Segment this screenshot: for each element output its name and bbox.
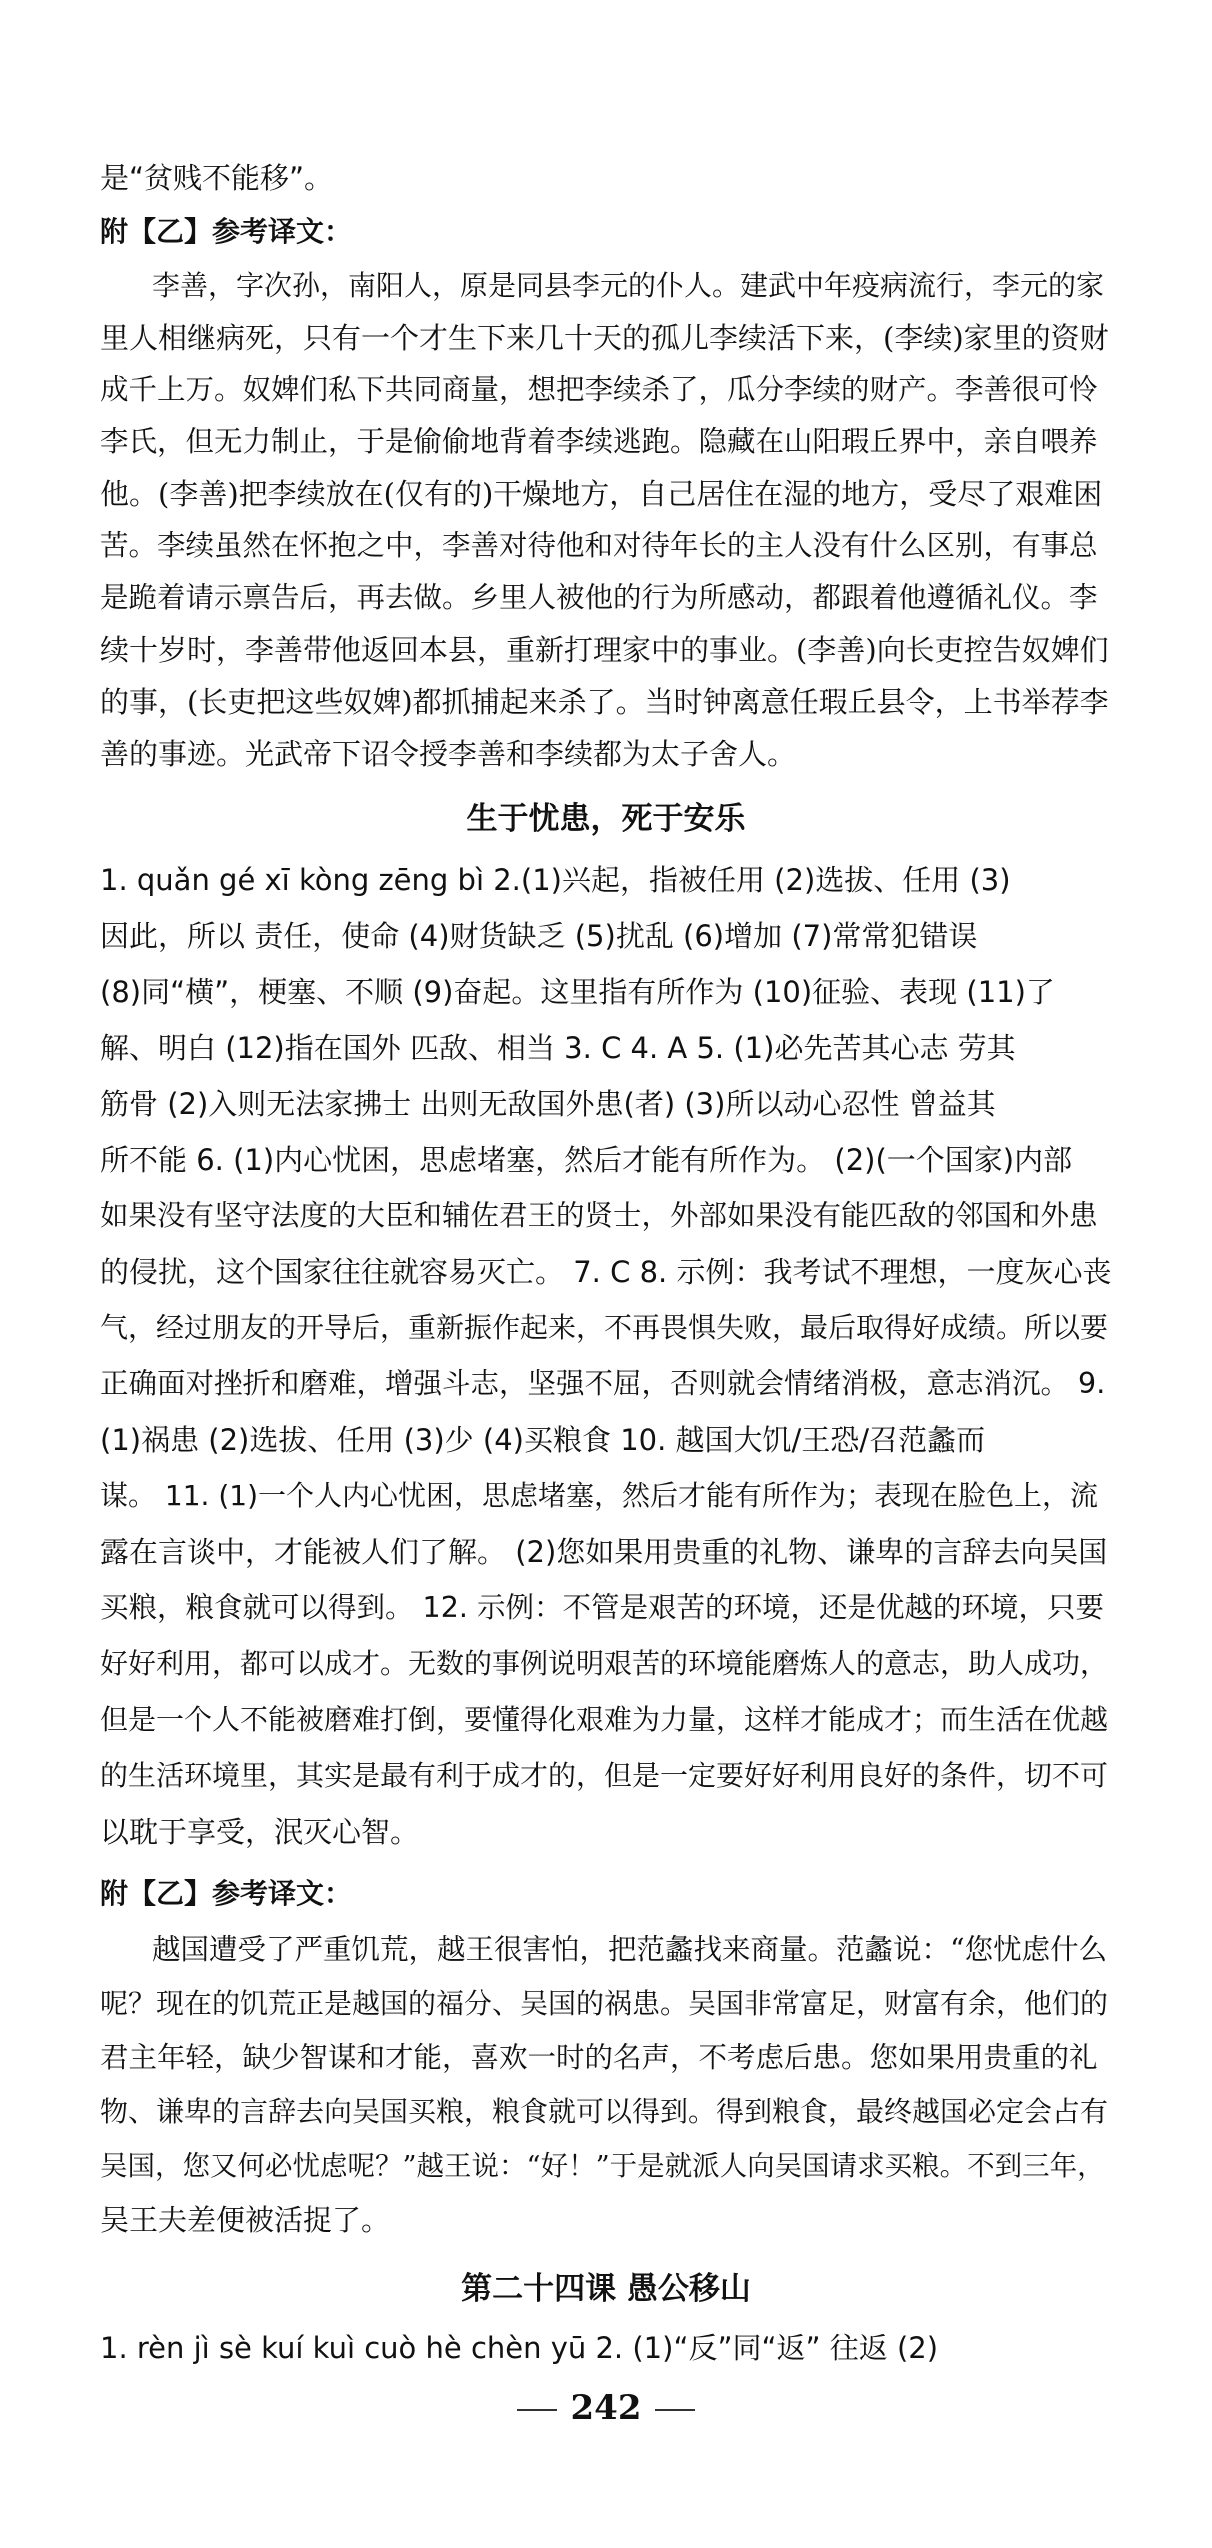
answer-line: 正确面对挫折和磨难，增强斗志，坚强不屈，否则就会情绪消极，意志消沉。 9. (100, 1367, 1106, 1400)
translation-line: 君主年轻，缺少智谋和才能，喜欢一时的名声，不考虑后患。您如果用贵重的礼 (100, 2041, 1098, 2074)
appendix-heading: 附【乙】参考译文： (100, 1877, 353, 1910)
intro-line: 是“贫贱不能移”。 (100, 161, 334, 195)
page-number-dash-left (517, 2409, 557, 2411)
translation-line: 善的事迹。光武帝下诏令授李善和李续都为太子舍人。 (100, 737, 797, 771)
translation-line: 苦。李续虽然在怀抱之中，李善对待他和对待年长的主人没有什么区别，有事总 (100, 529, 1098, 562)
answer-line: 的生活环境里，其实是最有利于成才的，但是一定要好好利用良好的条件，切不可 (100, 1759, 1109, 1792)
answer-line: 以耽于享受，泯灭心智。 (100, 1815, 420, 1849)
page-number-value: 242 (570, 2388, 642, 2428)
translation-line: 吴王夫差便被活捉了。 (100, 2203, 391, 2237)
answer-line: (1)祸患 (2)选拔、任用 (3)少 (4)买粮食 10. 越国大饥/王恐/召范蠡而 (100, 1423, 986, 1457)
answer-line: 1. quǎn gé xī kòng zēng bì 2.(1)兴起，指被任用 (2)选拔、任用 (3) (100, 863, 1011, 897)
translation-line: 越国遭受了严重饥荒，越王很害怕，把范蠡找来商量。范蠡说：“您忧虑什么 (152, 1933, 1108, 1966)
page-number-dash-right (655, 2409, 695, 2411)
translation-line: 里人相继病死，只有一个才生下来几十天的孤儿李续活下来，(李续)家里的资财 (100, 321, 1109, 355)
answer-line: 所不能 6. (1)内心忧困，思虑堵塞，然后才能有所作为。 (2)(一个国家)内部 (100, 1143, 1073, 1177)
answer-line: 买粮，粮食就可以得到。 12. 示例：不管是艰苦的环境，还是优越的环境，只要 (100, 1591, 1104, 1624)
translation-line: 呢？现在的饥荒正是越国的福分、吴国的祸患。吴国非常富足，财富有余，他们的 (100, 1987, 1109, 2020)
answer-line: 露在言谈中，才能被人们了解。 (2)您如果用贵重的礼物、谦卑的言辞去向吴国 (100, 1535, 1108, 1569)
answer-line: 好好利用，都可以成才。无数的事例说明艰苦的环境能磨炼人的意志，助人成功， (100, 1647, 1109, 1680)
section-title: 生于忧患，死于安乐 (466, 801, 746, 837)
answer-line: 但是一个人不能被磨难打倒，要懂得化艰难为力量，这样才能成才；而生活在优越 (100, 1703, 1109, 1736)
translation-line: 他。(李善)把李续放在(仅有的)干燥地方，自己居住在湿的地方，受尽了艰难困 (100, 477, 1103, 511)
answer-line: 的侵扰，这个国家往往就容易灭亡。 7. C 8. 示例：我考试不理想，一度灰心丧 (100, 1255, 1112, 1289)
translation-line: 吴国，您又何必忧虑呢？”越王说：“好！”于是就派人向吴国请求买粮。不到三年， (100, 2150, 1105, 2182)
translation-line: 李善，字次孙，南阳人，原是同县李元的仆人。建武中年疫病流行，李元的家 (152, 269, 1105, 302)
answer-line: 1. rèn jì sè kuí kuì cuò hè chèn yū 2. (1)“反”同“返” 往返 (2) (100, 2331, 939, 2365)
lesson-title: 第二十四课 愚公移山 (461, 2271, 751, 2307)
answer-line: 如果没有坚守法度的大臣和辅佐君王的贤士，外部如果没有能匹敌的邻国和外患 (100, 1199, 1098, 1232)
translation-line: 物、谦卑的言辞去向吴国买粮，粮食就可以得到。得到粮食，最终越国必定会占有 (100, 2095, 1109, 2128)
answer-line: 筋骨 (2)入则无法家拂士 出则无敌国外患(者) (3)所以动心忍性 曾益其 (100, 1087, 996, 1121)
answer-line: 因此，所以 责任，使命 (4)财货缺乏 (5)扰乱 (6)增加 (7)常常犯错误 (100, 919, 978, 953)
translation-line: 是跪着请示禀告后，再去做。乡里人被他的行为所感动，都跟着他遵循礼仪。李 (100, 581, 1098, 614)
translation-line: 续十岁时，李善带他返回本县，重新打理家中的事业。(李善)向长吏控告奴婢们 (100, 633, 1109, 667)
translation-line: 的事，(长吏把这些奴婢)都抓捕起来杀了。当时钟离意任瑕丘县令，上书举荐李 (100, 685, 1109, 719)
answer-line: 气，经过朋友的开导后，重新振作起来，不再畏惧失败，最后取得好成绩。所以要 (100, 1311, 1109, 1344)
translation-line: 成千上万。奴婢们私下共同商量，想把李续杀了，瓜分李续的财产。李善很可怜 (100, 373, 1098, 406)
translation-line: 李氏，但无力制止，于是偷偷地背着李续逃跑。隐藏在山阳瑕丘界中，亲自喂养 (100, 425, 1098, 458)
answer-line: 解、明白 (12)指在国外 匹敌、相当 3. C 4. A 5. (1)必先苦其心志 劳其 (100, 1031, 1016, 1065)
answer-line: 谋。 11. (1)一个人内心忧困，思虑堵塞，然后才能有所作为；表现在脸色上，流 (100, 1479, 1098, 1512)
page-number (0, 2388, 1212, 2428)
answer-line: (8)同“横”，梗塞、不顺 (9)奋起。这里指有所作为 (10)征验、表现 (11)了 (100, 975, 1055, 1009)
appendix-heading: 附【乙】参考译文： (100, 215, 353, 248)
